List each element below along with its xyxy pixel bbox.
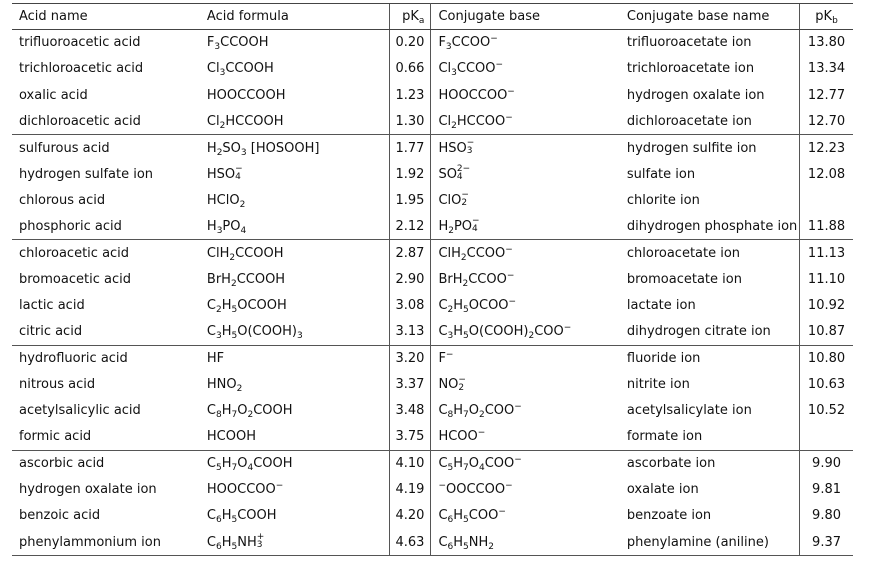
conjugate-base-cell: $F_3CCOO^-$ bbox=[438, 34, 498, 53]
acid-formula-cell: HCOOH bbox=[200, 424, 390, 450]
table-row bbox=[12, 503, 853, 529]
pkb-cell: 9.90 bbox=[800, 450, 853, 476]
pka-cell: 2.90 bbox=[390, 266, 431, 292]
conjugate-base-name-cell: dichloroacetate ion bbox=[620, 108, 800, 134]
header-pka bbox=[390, 4, 431, 30]
conjugate-base-cell: −OOCCOO− bbox=[438, 481, 513, 498]
table-row bbox=[12, 398, 853, 424]
header-pka-sub: a bbox=[418, 16, 425, 26]
table-row bbox=[12, 529, 853, 555]
acid-name-cell: ascorbic acid bbox=[19, 456, 105, 472]
conjugate-base-name-cell: chlorite ion bbox=[626, 192, 700, 208]
acid-name-cell: hydrogen sulfate ion bbox=[19, 166, 154, 182]
conjugate-base-cell: $C_2H_5OCOO^-$ bbox=[438, 297, 517, 316]
pkb-cell: 9.37 bbox=[800, 529, 853, 555]
conjugate-base-name-cell: hydrogen sulfite ion bbox=[626, 140, 757, 156]
acid-formula-cell: $C_6H_5NH$ + 3 bbox=[200, 529, 390, 555]
conjugate-base-name-cell: oxalate ion bbox=[626, 482, 699, 498]
pkb-cell: 10.80 bbox=[800, 345, 853, 371]
acid-formula-cell: $H_2SO_3$ [HOSOOH] bbox=[206, 140, 320, 158]
pka-cell: 1.92 bbox=[390, 161, 431, 187]
acid-formula-cell: $H_3PO_4$ bbox=[200, 214, 390, 240]
pka-cell: 0.20 bbox=[390, 30, 431, 56]
acid-formula-cell: $F_3CCOOH$ bbox=[206, 35, 269, 53]
conjugate-base-name-cell: trifluoroacetate ion bbox=[626, 35, 752, 51]
acid-name-cell: dichloroacetic acid bbox=[12, 108, 200, 134]
pkb-cell bbox=[800, 187, 853, 213]
pkb-cell: 12.70 bbox=[800, 108, 853, 134]
acid-name-cell: acetylsalicylic acid bbox=[19, 403, 141, 419]
pka-cell: 0.66 bbox=[390, 56, 431, 82]
pka-cell: 3.20 bbox=[390, 345, 431, 371]
conjugate-base-name-cell: hydrogen oxalate ion bbox=[626, 87, 765, 103]
conjugate-base-name-cell: lactate ion bbox=[626, 298, 696, 314]
pkb-cell bbox=[800, 424, 853, 450]
pka-cell: 3.13 bbox=[390, 319, 431, 345]
pkb-cell: 10.63 bbox=[800, 371, 853, 397]
conjugate-base-cell: HCOO− bbox=[431, 424, 620, 450]
pka-cell: 3.48 bbox=[390, 398, 431, 424]
pkb-cell: 9.81 bbox=[800, 477, 853, 503]
pka-cell: 4.10 bbox=[390, 450, 431, 476]
acid-formula-cell: $C_3H_5O(COOH)_3$ bbox=[200, 319, 390, 345]
conjugate-base-cell: $C_3H_5O(COOH)_2COO^-$ bbox=[431, 319, 620, 345]
acid-name-cell: nitrous acid bbox=[19, 377, 96, 392]
table-row bbox=[12, 345, 853, 371]
pkb-cell: 12.08 bbox=[800, 161, 853, 187]
table-row bbox=[12, 240, 853, 266]
conjugate-base-name-cell: trichloroacetate ion bbox=[626, 61, 755, 77]
conjugate-base-cell: $C_6H_5NH_2$ bbox=[431, 529, 620, 555]
pkb-cell: 13.80 bbox=[800, 30, 853, 56]
table-row bbox=[12, 82, 853, 108]
header-conjugate-base: Conjugate base bbox=[431, 4, 620, 30]
table-row bbox=[12, 135, 853, 161]
conjugate-base-name-cell: nitrite ion bbox=[626, 377, 690, 392]
acid-formula-cell: $Cl_3CCOOH$ bbox=[206, 61, 274, 79]
acid-name-cell: trifluoroacetic acid bbox=[19, 35, 141, 51]
acid-name-cell: oxalic acid bbox=[19, 87, 88, 103]
acid-formula-cell: ClH$_2$CCOOH bbox=[206, 245, 284, 263]
acid-name-cell: lactic acid bbox=[19, 298, 85, 314]
conjugate-base-name-cell: bromoacetate ion bbox=[626, 271, 742, 287]
header-pkb bbox=[800, 4, 853, 30]
acid-formula-cell: $C_8H_7O_2COOH$ bbox=[206, 403, 293, 421]
table-row bbox=[12, 266, 853, 292]
conjugate-base-cell: NO − 2 bbox=[438, 374, 466, 393]
acid-formula-cell: BrH$_2$CCOOH bbox=[206, 271, 286, 289]
pka-cell: 4.63 bbox=[390, 529, 431, 555]
pkb-cell: 10.92 bbox=[800, 292, 853, 318]
conjugate-base-cell: ClH$_2$CCOO− bbox=[438, 244, 513, 263]
acid-name-cell: chlorous acid bbox=[19, 192, 106, 208]
table-row bbox=[12, 108, 853, 134]
conjugate-base-cell: F− bbox=[438, 349, 454, 366]
table-row bbox=[12, 450, 853, 476]
header-pka-main: pK bbox=[402, 9, 419, 24]
conjugate-base-cell: $C_5H_7O_4COO^-$ bbox=[438, 455, 522, 474]
acid-base-table bbox=[12, 3, 853, 556]
conjugate-base-cell: $C_6H_5COO^-$ bbox=[438, 507, 506, 526]
header-acid-formula: Acid formula bbox=[200, 4, 390, 30]
table-row bbox=[12, 424, 853, 450]
conjugate-base-name-cell: acetylsalicylate ion bbox=[626, 403, 752, 419]
table-row bbox=[12, 292, 853, 318]
acid-name-cell: benzoic acid bbox=[19, 508, 101, 524]
conjugate-base-name-cell: formate ion bbox=[620, 424, 800, 450]
acid-name-cell: citric acid bbox=[12, 319, 200, 345]
acid-name-cell: formic acid bbox=[12, 424, 200, 450]
pkb-cell: 10.52 bbox=[800, 398, 853, 424]
pka-cell: 3.75 bbox=[390, 424, 431, 450]
acid-name-cell: hydrogen oxalate ion bbox=[19, 482, 157, 498]
pka-cell: 1.23 bbox=[390, 82, 431, 108]
conjugate-base-name-cell: dihydrogen phosphate ion bbox=[620, 214, 800, 240]
acid-formula-cell: HOOCCOO− bbox=[206, 481, 284, 498]
table-body bbox=[12, 30, 853, 556]
pkb-cell: 13.34 bbox=[800, 56, 853, 82]
acid-name-cell: sulfurous acid bbox=[19, 140, 110, 156]
header-pkb-main: pK bbox=[815, 9, 833, 24]
header-conjugate-base-name: Conjugate base name bbox=[620, 4, 800, 30]
pka-cell: 1.77 bbox=[390, 135, 431, 161]
pka-cell: 3.37 bbox=[390, 371, 431, 397]
acid-formula-cell: HF bbox=[206, 350, 225, 366]
conjugate-base-name-cell: sulfate ion bbox=[626, 166, 696, 182]
table-row bbox=[12, 371, 853, 397]
pkb-cell: 12.77 bbox=[800, 82, 853, 108]
conjugate-base-cell: HOOCCOO− bbox=[438, 86, 515, 103]
acid-name-cell: chloroacetic acid bbox=[19, 245, 130, 261]
table-row bbox=[12, 477, 853, 503]
acid-name-cell: phenylammonium ion bbox=[12, 529, 200, 555]
table-row bbox=[12, 214, 853, 240]
acid-formula-cell: $HNO_2$ bbox=[206, 377, 243, 394]
acid-name-cell: bromoacetic acid bbox=[19, 271, 131, 287]
acid-formula-cell: $C_5H_7O_4COOH$ bbox=[206, 456, 293, 474]
acid-formula-cell: HClO$_2$ bbox=[206, 192, 246, 210]
conjugate-base-name-cell: ascorbate ion bbox=[626, 456, 716, 472]
pkb-cell: 11.13 bbox=[800, 240, 853, 266]
acid-name-cell: hydrofluoric acid bbox=[19, 350, 128, 366]
pka-cell: 4.20 bbox=[390, 503, 431, 529]
pka-cell: 1.30 bbox=[390, 108, 431, 134]
pkb-cell: 11.88 bbox=[800, 214, 853, 240]
conjugate-base-name-cell: phenylamine (aniline) bbox=[620, 529, 800, 555]
table-row bbox=[12, 56, 853, 82]
conjugate-base-name-cell: benzoate ion bbox=[626, 508, 712, 524]
conjugate-base-cell: ClO − 2 bbox=[438, 190, 469, 209]
table-row bbox=[12, 161, 853, 187]
table-row bbox=[12, 187, 853, 213]
acid-name-cell: phosphoric acid bbox=[12, 214, 200, 240]
acid-name-cell: trichloroacetic acid bbox=[19, 61, 144, 77]
header-acid-name: Acid name bbox=[12, 4, 200, 30]
pkb-cell: 12.23 bbox=[800, 135, 853, 161]
pkb-cell: 10.87 bbox=[800, 319, 853, 345]
conjugate-base-cell: $Cl_2HCCOO^-$ bbox=[431, 108, 620, 134]
table-row bbox=[12, 30, 853, 56]
conjugate-base-cell: SO 2− 4 bbox=[438, 164, 471, 183]
pkb-cell: 11.10 bbox=[800, 266, 853, 292]
conjugate-base-cell: $Cl_3CCOO^-$ bbox=[438, 60, 504, 79]
pka-cell: 3.08 bbox=[390, 292, 431, 318]
conjugate-base-cell: BrH$_2$CCOO− bbox=[438, 270, 515, 289]
pka-cell: 4.19 bbox=[390, 477, 431, 503]
table-row bbox=[12, 319, 853, 345]
conjugate-base-cell: $C_8H_7O_2COO^-$ bbox=[438, 402, 522, 421]
acid-formula-cell: HSO − 4 bbox=[206, 164, 243, 183]
conjugate-base-cell: $H_2PO$ − 4 bbox=[431, 214, 620, 240]
pka-cell: 1.95 bbox=[390, 187, 431, 213]
conjugate-base-name-cell: fluoride ion bbox=[626, 350, 701, 366]
header-pkb-sub: b bbox=[832, 16, 838, 26]
acid-formula-cell: $C_2H_5OCOOH$ bbox=[206, 298, 287, 316]
header-row bbox=[12, 4, 853, 30]
acid-formula-cell: $C_6H_5COOH$ bbox=[206, 508, 277, 526]
conjugate-base-name-cell: chloroacetate ion bbox=[626, 245, 741, 261]
acid-formula-cell: $Cl_2HCCOOH$ bbox=[200, 108, 390, 134]
pka-cell: 2.12 bbox=[390, 214, 431, 240]
acid-formula-cell: HOOCCOOH bbox=[206, 87, 286, 103]
pkb-cell: 9.80 bbox=[800, 503, 853, 529]
conjugate-base-cell: HSO − 3 bbox=[438, 138, 475, 157]
conjugate-base-name-cell: dihydrogen citrate ion bbox=[620, 319, 800, 345]
pka-cell: 2.87 bbox=[390, 240, 431, 266]
